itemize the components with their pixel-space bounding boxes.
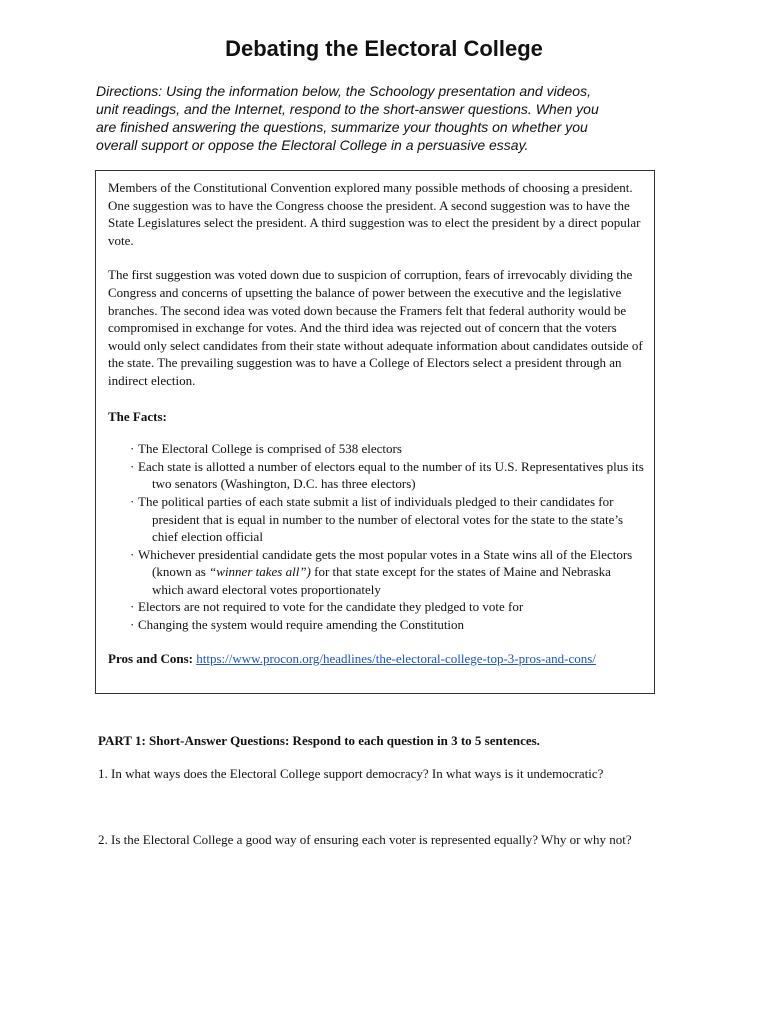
fact-emphasis: “winner takes all”) (209, 564, 311, 580)
bullet-icon: · (130, 458, 135, 474)
fact-item (130, 458, 644, 493)
fact-item (130, 440, 644, 458)
fact-item (130, 546, 644, 599)
fact-text: The political parties of each state submit a list of individuals pledged to their candidates for president that is equal in number to the number of electoral votes for the state to the state’s chief election official (138, 493, 624, 545)
directions-text: Directions: Using the information below, the Schoology presentation and videos, unit readings, and the Internet, respond to the short-answer questions. When you are finished answering the questions, summarize your thoughts on whether you overall support or oppose the Electoral College in a persuasive essay. (96, 83, 599, 153)
document-title: Debating the Electoral College (225, 36, 543, 61)
intro-paragraph: Members of the Constitutional Convention explored many possible methods of choosing a president. One suggestion was to have the Congress choose the president. A second suggestion was to have the State Legislatures select the president. A third suggestion was to elect the president by a direct popular vote. (108, 180, 641, 248)
pros-cons-label: Pros and Cons: (108, 650, 194, 666)
fact-text: Electors are not required to vote for the candidate they pledged to vote for (138, 599, 524, 615)
info-box (95, 170, 655, 694)
fact-item (130, 616, 644, 634)
bullet-icon: · (130, 493, 135, 509)
fact-text: The Electoral College is comprised of 538 electors (138, 441, 402, 457)
fact-text: for that state except for the states of Maine and Nebraska which award electoral votes proportionately (152, 564, 611, 597)
question-2: 2. Is the Electoral College a good way of ensuring each voter is represented equally? Why or why not? (98, 832, 632, 847)
part1-heading: PART 1: Short-Answer Questions: Respond to each question in 3 to 5 sentences. (98, 733, 540, 748)
fact-text: Whichever presidential candidate gets the most popular votes in a State wins all of the Electors (known as (138, 546, 633, 580)
facts-heading: The Facts: (108, 408, 167, 424)
fact-text: Changing the system would require amending the Constitution (138, 617, 465, 633)
history-paragraph: The first suggestion was voted down due to suspicion of corruption, fears of irrevocably dividing the Congress and concerns of upsetting the balance of power between the executive and the legislative branches. The second idea was voted down because the Framers felt that federal authority would be compromised in exchange for votes. And the third idea was rejected out of concern that the voters would only select candidates from their state without adequate information about candidates outside of the state. The prevailing suggestion was to have a College of Electors select a president through an indirect election. (108, 267, 643, 388)
bullet-icon: · (130, 617, 135, 633)
bullet-icon: · (130, 441, 135, 457)
pros-cons-line (108, 650, 644, 668)
fact-text: Each state is allotted a number of electors equal to the number of its U.S. Representatives plus its two senators (Washington, D.C. has three electors) (138, 458, 644, 492)
bullet-icon: · (130, 599, 135, 615)
facts-list (108, 440, 644, 634)
pros-cons-link[interactable]: https://www.procon.org/headlines/the-electoral-college-top-3-pros-and-cons/ (196, 650, 596, 666)
bullet-icon: · (130, 546, 135, 562)
fact-item (130, 493, 644, 546)
fact-item (130, 598, 644, 616)
question-1: 1. In what ways does the Electoral College support democracy? In what ways is it undemocratic? (98, 766, 604, 781)
